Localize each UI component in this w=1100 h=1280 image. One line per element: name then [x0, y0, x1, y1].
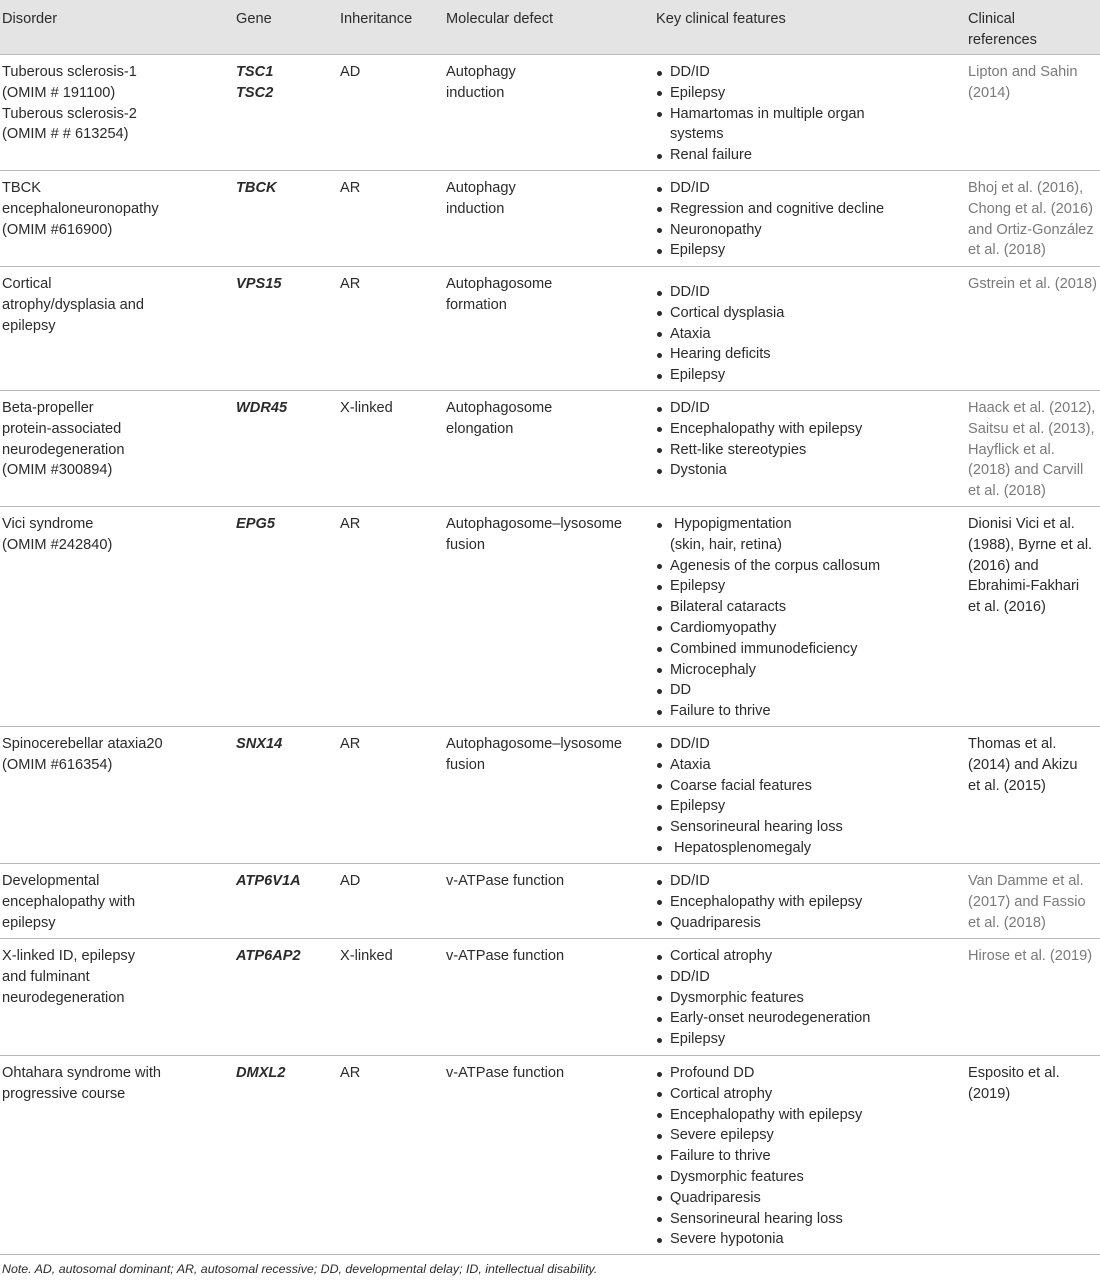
inheritance-cell: AR [340, 736, 361, 752]
feature-item: Dystonia [656, 460, 968, 481]
disorder-line: (OMIM #242840) [2, 536, 113, 553]
feature-item: Combined immunodeficiency [656, 639, 968, 660]
disorder-line: epilepsy [2, 317, 56, 334]
feature-item: DD/ID [656, 734, 968, 755]
feature-item: Sensorineural hearing loss [656, 817, 968, 838]
feature-item: Ataxia [656, 324, 968, 345]
table-row [0, 267, 1100, 391]
feature-item: DD [656, 680, 968, 701]
disorder-line: neurodegeneration [2, 441, 125, 458]
reference-line: Ebrahimi-Fakhari [968, 578, 1080, 595]
header-refs-line: Clinical [968, 11, 1016, 27]
feature-item: Neuronopathy [656, 220, 968, 241]
disorder-cell [0, 864, 236, 938]
reference-line: (2016) and [968, 557, 1039, 574]
reference-link[interactable]: Van Damme et al. [968, 873, 1084, 889]
feature-item: Hypopigmentation [656, 514, 968, 535]
reference-link[interactable]: Hirose et al. (2019) [968, 948, 1093, 964]
feature-item: Quadriparesis [656, 1188, 968, 1209]
disorder-cell [0, 171, 236, 266]
gene-name: ATP6AP2 [236, 948, 301, 964]
features-list [656, 1063, 968, 1250]
disorder-line: (OMIM # 191100) [2, 84, 116, 101]
feature-item: Early-onset neurodegeneration [656, 1008, 968, 1029]
table-row [0, 864, 1100, 939]
features-cell [656, 267, 968, 390]
reference-link[interactable]: Chong et al. (2016) [968, 200, 1093, 217]
disorder-line: Tuberous sclerosis-1 [2, 64, 137, 80]
feature-item: DD/ID [656, 178, 968, 199]
reference-link[interactable]: et al. (2018) [968, 914, 1046, 931]
disorder-line: epilepsy [2, 914, 56, 931]
features-cell [656, 507, 968, 726]
reference-line: (2014) and Akizu [968, 756, 1078, 773]
features-list [656, 62, 968, 166]
defect-line: fusion [446, 536, 485, 553]
disorder-line: Tuberous sclerosis-2 [2, 105, 137, 122]
feature-item: Encephalopathy with epilepsy [656, 892, 968, 913]
features-cell [656, 727, 968, 863]
gene-cell [236, 267, 340, 390]
disorder-cell [0, 507, 236, 726]
disorder-line: TBCK [2, 180, 41, 196]
table-row [0, 507, 1100, 727]
feature-item: Renal failure [656, 145, 968, 166]
gene-name: WDR45 [236, 400, 288, 416]
defect-line: Autophagy [446, 64, 516, 80]
defect-line: elongation [446, 420, 514, 437]
reference-line: (2019) [968, 1085, 1011, 1102]
features-list [656, 398, 968, 481]
feature-item: DD/ID [656, 871, 968, 892]
feature-item: Cortical atrophy [656, 1084, 968, 1105]
disorder-line: encephalopathy with [2, 893, 136, 910]
molecular-defect-cell [446, 267, 656, 390]
inheritance-cell: X-linked [340, 948, 393, 964]
reference-line: (1988), Byrne et al. [968, 536, 1093, 553]
feature-item: Coarse facial features [656, 776, 968, 797]
feature-item: Hearing deficits [656, 344, 968, 365]
defect-line: v-ATPase function [446, 1065, 565, 1081]
table-row [0, 391, 1100, 507]
feature-continuation: systems [670, 126, 724, 143]
references-cell [968, 939, 1100, 1055]
disorder-line: Ohtahara syndrome with [2, 1065, 161, 1081]
disorder-cell [0, 939, 236, 1055]
disorder-cell [0, 727, 236, 863]
disorder-line: protein-associated [2, 420, 122, 437]
defect-line: v-ATPase function [446, 948, 565, 964]
reference-line: et al. (2015) [968, 777, 1046, 794]
disorder-line: and fulminant [2, 968, 90, 985]
features-cell [656, 391, 968, 506]
reference-link[interactable]: Bhoj et al. (2016), [968, 180, 1084, 196]
table-header [0, 0, 1100, 55]
disorder-line: Beta-propeller [2, 400, 94, 416]
inheritance-cell: AD [340, 64, 361, 80]
feature-item: Microcephaly [656, 660, 968, 681]
feature-item: Cortical dysplasia [656, 303, 968, 324]
defect-line: formation [446, 296, 507, 313]
feature-item: DD/ID [656, 62, 968, 83]
gene-cell [236, 939, 340, 1055]
gene-cell [236, 171, 340, 266]
reference-link[interactable]: Saitsu et al. (2013), [968, 420, 1095, 437]
disorder-line: Vici syndrome [2, 516, 94, 532]
molecular-defect-cell [446, 507, 656, 726]
feature-item: DD/ID [656, 282, 968, 303]
inheritance-cell: AD [340, 873, 361, 889]
gene-cell [236, 391, 340, 506]
reference-line: Thomas et al. [968, 736, 1057, 752]
inheritance-cell: X-linked [340, 400, 393, 416]
disorder-line: (OMIM #300894) [2, 462, 113, 479]
feature-item: DD/ID [656, 967, 968, 988]
reference-link[interactable]: and Ortiz-González [968, 221, 1094, 238]
reference-link[interactable]: et al. (2018) [968, 483, 1046, 500]
feature-item: Epilepsy [656, 796, 968, 817]
defect-line: Autophagosome [446, 276, 553, 292]
reference-link[interactable]: Haack et al. (2012), [968, 400, 1096, 416]
gene-name: TSC1 [236, 64, 274, 80]
feature-item: Severe epilepsy [656, 1125, 968, 1146]
gene-name: TBCK [236, 180, 277, 196]
gene-name: ATP6V1A [236, 873, 301, 889]
disorder-line: atrophy/dysplasia and [2, 296, 144, 313]
molecular-defect-cell [446, 939, 656, 1055]
feature-item: Encephalopathy with epilepsy [656, 419, 968, 440]
feature-item: Regression and cognitive decline [656, 199, 968, 220]
header-inheritance: Inheritance [340, 11, 413, 27]
gene-name: EPG5 [236, 516, 275, 532]
disorder-line: Cortical [2, 276, 52, 292]
references-cell [968, 391, 1100, 506]
disorder-line: Developmental [2, 873, 100, 889]
gene-name: TSC2 [236, 84, 274, 101]
molecular-defect-cell [446, 1056, 656, 1254]
reference-line: et al. (2016) [968, 599, 1046, 616]
gene-cell [236, 1056, 340, 1254]
feature-item: Ataxia [656, 755, 968, 776]
disorder-line: (OMIM #616900) [2, 221, 113, 238]
gene-name: DMXL2 [236, 1065, 286, 1081]
gene-cell [236, 864, 340, 938]
reference-link[interactable]: Lipton and Sahin [968, 64, 1078, 80]
features-list [656, 178, 968, 261]
table-row [0, 171, 1100, 267]
defect-line: induction [446, 200, 505, 217]
reference-line: Dionisi Vici et al. [968, 516, 1075, 532]
header-disorder: Disorder [2, 11, 58, 27]
references-cell [968, 864, 1100, 938]
feature-item: Hepatosplenomegaly [656, 838, 968, 859]
feature-item: Epilepsy [656, 1029, 968, 1050]
molecular-defect-cell [446, 727, 656, 863]
gene-cell [236, 727, 340, 863]
disorder-cell [0, 1056, 236, 1254]
header-gene: Gene [236, 11, 272, 27]
feature-item: Quadriparesis [656, 913, 968, 934]
molecular-defect-cell [446, 55, 656, 170]
reference-link[interactable]: Gstrein et al. (2018) [968, 276, 1097, 292]
references-cell [968, 55, 1100, 170]
feature-continuation: (skin, hair, retina) [670, 536, 782, 553]
disorder-cell [0, 391, 236, 506]
inheritance-cell: AR [340, 276, 361, 292]
features-cell [656, 1056, 968, 1254]
reference-line: Esposito et al. [968, 1065, 1060, 1081]
molecular-defect-cell [446, 391, 656, 506]
features-cell [656, 939, 968, 1055]
table-note: Note. AD, autosomal dominant; AR, autosomal recessive; DD, developmental delay; ID, intellectual disability. [2, 1262, 598, 1276]
feature-item: Epilepsy [656, 365, 968, 386]
feature-item: Agenesis of the corpus callosum [656, 556, 968, 577]
gene-cell [236, 507, 340, 726]
feature-item: Severe hypotonia [656, 1229, 968, 1250]
reference-link[interactable]: (2014) [968, 84, 1011, 101]
reference-link[interactable]: (2017) and Fassio [968, 893, 1086, 910]
header-molecular-defect: Molecular defect [446, 11, 554, 27]
reference-link[interactable]: et al. (2018) [968, 242, 1046, 259]
molecular-defect-cell [446, 864, 656, 938]
defect-line: fusion [446, 756, 485, 773]
feature-item: Dysmorphic features [656, 988, 968, 1009]
references-cell [968, 1056, 1100, 1254]
feature-item: Encephalopathy with epilepsy [656, 1105, 968, 1126]
feature-item: Sensorineural hearing loss [656, 1209, 968, 1230]
defect-line: Autophagosome–lysosome [446, 736, 623, 752]
features-list [656, 282, 968, 386]
inheritance-cell: AR [340, 516, 361, 532]
disorder-line: (OMIM #616354) [2, 756, 113, 773]
feature-item: Dysmorphic features [656, 1167, 968, 1188]
defect-line: Autophagy [446, 180, 516, 196]
features-list [656, 734, 968, 859]
defect-line: induction [446, 84, 505, 101]
references-cell [968, 171, 1100, 266]
features-cell [656, 171, 968, 266]
features-list [656, 871, 968, 933]
header-clinical-references [968, 0, 1100, 54]
disorder-line: neurodegeneration [2, 989, 125, 1006]
feature-item: Rett-like stereotypies [656, 440, 968, 461]
disorder-line: encephaloneuronopathy [2, 200, 159, 217]
disorder-line: Spinocerebellar ataxia20 [2, 736, 163, 752]
table-row [0, 55, 1100, 171]
disorder-cell [0, 55, 236, 170]
reference-link[interactable]: Hayflick et al. [968, 441, 1055, 458]
gene-name: VPS15 [236, 276, 282, 292]
feature-item: Epilepsy [656, 83, 968, 104]
molecular-defect-cell [446, 171, 656, 266]
features-cell [656, 55, 968, 170]
feature-item: Failure to thrive [656, 701, 968, 722]
inheritance-cell: AR [340, 180, 361, 196]
reference-link[interactable]: (2018) and Carvill [968, 462, 1084, 479]
features-cell [656, 864, 968, 938]
feature-item: Epilepsy [656, 240, 968, 261]
feature-item: Epilepsy [656, 576, 968, 597]
feature-item: Profound DD [656, 1063, 968, 1084]
disorder-cell [0, 267, 236, 390]
feature-item: DD/ID [656, 398, 968, 419]
feature-item: Cardiomyopathy [656, 618, 968, 639]
header-refs-line: references [968, 31, 1037, 48]
feature-item: Bilateral cataracts [656, 597, 968, 618]
features-list [656, 946, 968, 1050]
feature-item: Cortical atrophy [656, 946, 968, 967]
references-cell [968, 727, 1100, 863]
features-list [656, 514, 968, 722]
defect-line: Autophagosome [446, 400, 553, 416]
header-key-clinical-features: Key clinical features [656, 11, 786, 27]
feature-item: Failure to thrive [656, 1146, 968, 1167]
gene-cell [236, 55, 340, 170]
feature-item: Hamartomas in multiple organ [656, 104, 968, 125]
disorder-line: progressive course [2, 1085, 126, 1102]
gene-name: SNX14 [236, 736, 283, 752]
defect-line: v-ATPase function [446, 873, 565, 889]
references-cell [968, 507, 1100, 726]
disorder-line: (OMIM # # 613254) [2, 126, 129, 143]
table-row [0, 939, 1100, 1056]
defect-line: Autophagosome–lysosome [446, 516, 623, 532]
inheritance-cell: AR [340, 1065, 361, 1081]
table-row [0, 727, 1100, 864]
references-cell [968, 267, 1100, 390]
table-row [0, 1056, 1100, 1255]
disorder-line: X-linked ID, epilepsy [2, 948, 136, 964]
